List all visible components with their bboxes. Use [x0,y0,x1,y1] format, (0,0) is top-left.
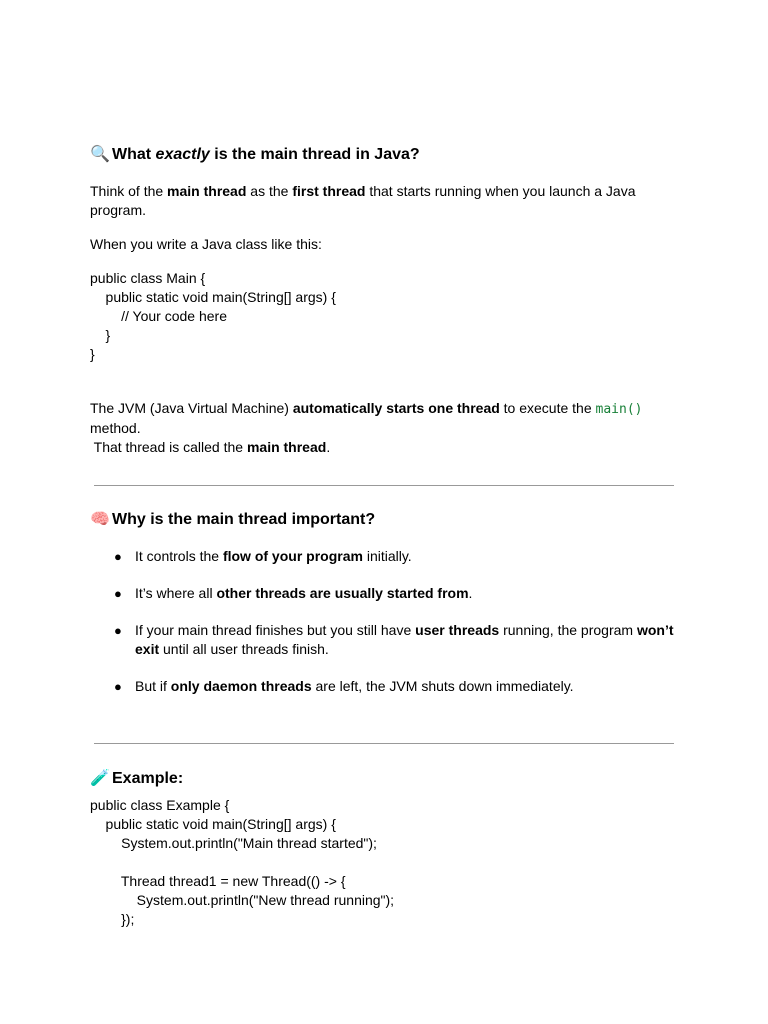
list-item: ● It controls the flow of your program initially. [114,548,412,564]
importance-list [90,547,680,696]
section-heading-example: 🧪 Example: [90,770,184,787]
section-heading-importance: 🧠 Why is the main thread important? [90,511,376,528]
section-heading-main-thread: 🔍 What exactly is the main thread in Java? [90,146,420,163]
bullet-icon: ● [114,586,122,601]
inline-code-main: main() [595,402,643,417]
bullet-icon: ● [114,549,122,564]
lead-paragraph: When you write a Java class like this: [90,236,322,252]
code-block-example: public class Example { public static void main(String[] args) { System.out.println("Main thread started"); Thread thread1 = new Thread(() -> { System.out.println("New thread running"); }); [90,797,395,927]
bullet-icon: ● [114,679,122,694]
list-item: ● But if only daemon threads are left, the JVM shuts down immediately. [114,678,574,694]
list-item: ● If your main thread finishes but you still have user threads running, the program won’t exit until all user threads finish. [114,622,674,657]
list-item: ● It’s where all other threads are usually started from. [114,585,473,601]
divider [94,743,674,744]
divider [94,485,674,486]
bullet-icon: ● [114,623,122,638]
intro-paragraph: Think of the main thread as the first thread that starts running when you launch a Java program. [90,183,636,218]
magnifier-icon: 🔍 [90,146,110,163]
test-tube-icon: 🧪 [90,770,110,787]
code-block-main: public class Main { public static void main(String[] args) { // Your code here } } [90,270,336,362]
brain-icon: 🧠 [90,511,110,528]
jvm-paragraph: The JVM (Java Virtual Machine) automatically starts one thread to execute the main() method. That thread is called the main thread. [90,400,643,455]
